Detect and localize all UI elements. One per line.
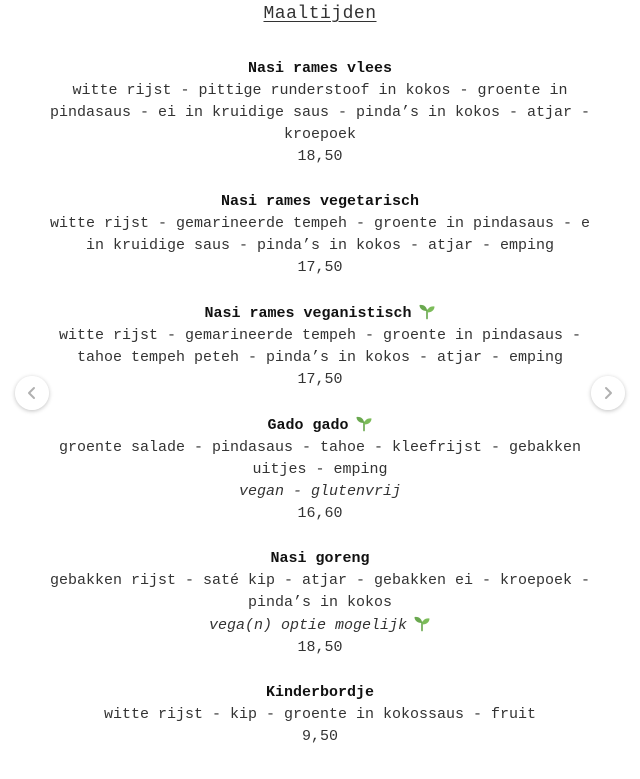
item-title <box>0 682 640 704</box>
item-note <box>0 614 640 637</box>
item-title <box>0 58 640 80</box>
item-name: Nasi rames vlees <box>247 60 393 77</box>
item-note <box>0 481 640 503</box>
item-name: Nasi goreng <box>270 550 370 567</box>
item-title <box>0 548 640 570</box>
item-description: groente salade - pindasaus - tahoe - kleefrijst - gebakken uitjes - emping <box>58 439 582 478</box>
next-button[interactable] <box>591 376 625 410</box>
item-title <box>0 302 640 325</box>
menu-item-gado-gado <box>0 414 640 525</box>
item-name: Nasi rames vegetarisch <box>220 193 420 210</box>
menu-item-nasi-rames-vegetarisch <box>0 191 640 279</box>
item-description: gebakken rijst - saté kip - atjar - gebakken ei - kroepoek - pinda’s in kokos <box>49 572 591 611</box>
item-description: witte rijst - kip - groente in kokossaus - fruit <box>103 706 537 723</box>
item-price: 17,50 <box>297 259 343 276</box>
menu-list <box>0 58 640 771</box>
item-note-text: vega(n) optie mogelijk <box>208 617 408 634</box>
item-name: Nasi rames veganistisch <box>204 305 412 322</box>
item-price: 17,50 <box>297 371 343 388</box>
item-title <box>0 191 640 213</box>
item-price: 18,50 <box>297 148 343 165</box>
previous-button[interactable] <box>15 376 49 410</box>
menu-item-nasi-rames-vlees <box>0 58 640 168</box>
menu-item-nasi-goreng <box>0 548 640 659</box>
item-title <box>0 414 640 437</box>
page-title: Maaltijden <box>263 4 377 24</box>
item-name: Gado gado <box>267 417 349 434</box>
menu-item-nasi-rames-veganistisch <box>0 302 640 391</box>
chevron-right-icon <box>600 385 616 401</box>
sprout-icon <box>355 414 373 432</box>
item-price: 16,60 <box>297 505 343 522</box>
item-description: witte rijst - pittige runderstoof in kokos - groente in pindasaus - ei in kruidige saus - pinda’s in kokos - atjar - kroepoek <box>49 82 591 143</box>
item-price: 9,50 <box>301 728 338 745</box>
item-price: 18,50 <box>297 639 343 656</box>
menu-item-kinderbordje <box>0 682 640 748</box>
item-description: witte rijst - gemarineerde tempeh - groente in pindasaus - tahoe tempeh peteh - pinda’s in kokos - atjar - emping <box>58 327 582 366</box>
chevron-left-icon <box>24 385 40 401</box>
sprout-icon <box>413 614 431 632</box>
sprout-icon <box>418 302 436 320</box>
item-description: witte rijst - gemarineerde tempeh - groente in pindasaus - e in kruidige saus - pinda’s in kokos - atjar - emping <box>49 215 591 254</box>
item-note-text: vegan - glutenvrij <box>238 483 402 500</box>
item-name: Kinderbordje <box>265 684 375 701</box>
